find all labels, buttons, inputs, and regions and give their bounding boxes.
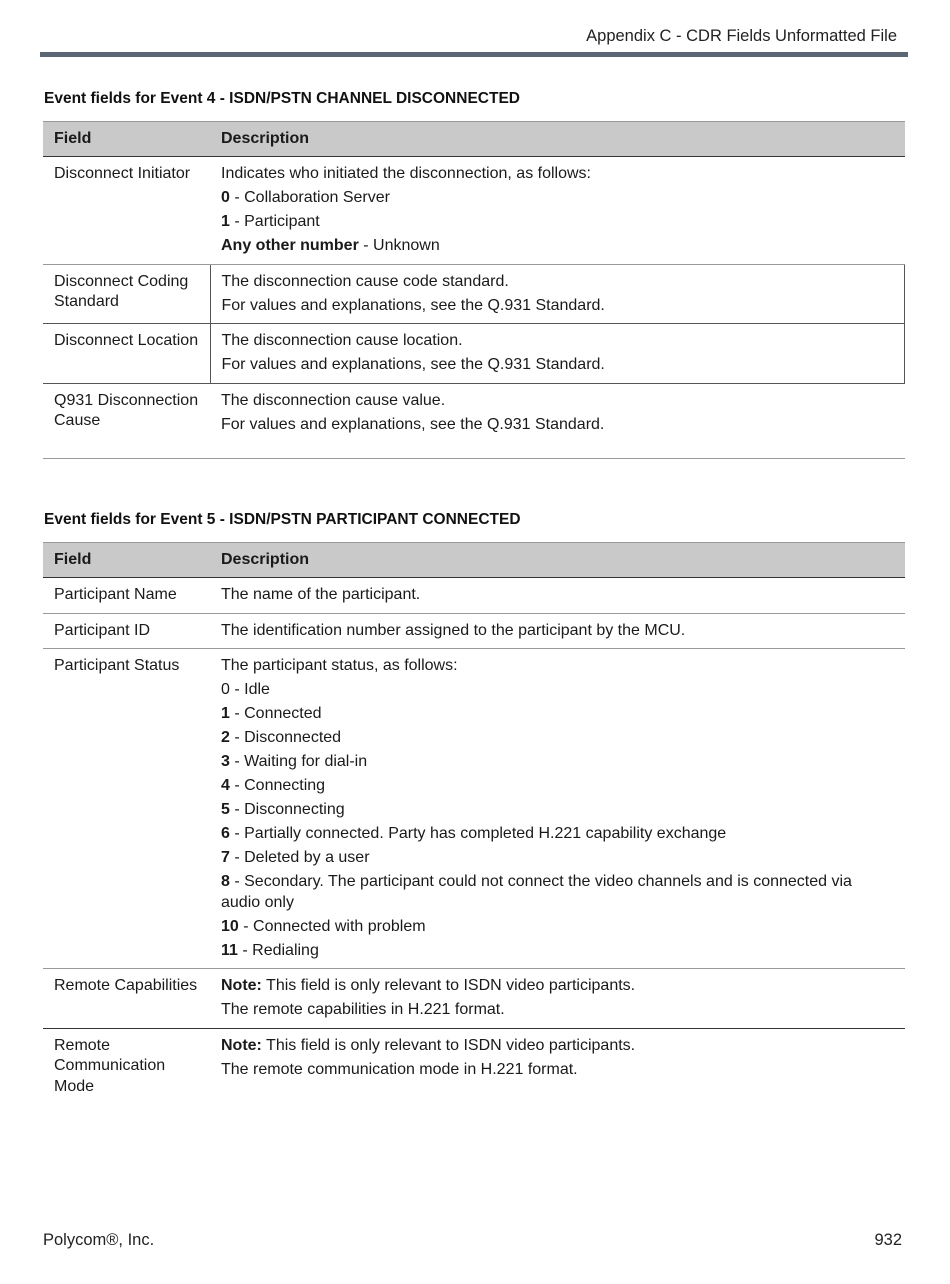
table-row: [43, 578, 905, 614]
section-title-event-4: Event fields for Event 4 - ISDN/PSTN CHANNEL DISCONNECTED: [44, 90, 520, 107]
table-row: [43, 613, 905, 649]
field-description: [210, 578, 905, 614]
description-line: [221, 800, 894, 821]
description-line-text: - Unknown: [358, 237, 440, 254]
description-line-text: - Redialing: [237, 941, 319, 959]
description-line: [222, 331, 894, 352]
description-line: [221, 1060, 894, 1081]
event-4-table: [43, 121, 905, 459]
description-line-text: - Participant: [229, 213, 320, 230]
description-line-text: - Disconnected: [229, 729, 342, 746]
description-line-bold: 1: [221, 705, 230, 722]
description-line-text: The name of the participant.: [221, 586, 421, 603]
running-header: Appendix C - CDR Fields Unformatted File: [586, 27, 897, 45]
table-row: [43, 969, 905, 1029]
description-line: [221, 704, 894, 725]
field-name: Remote Capabilities: [43, 969, 210, 1029]
description-line: [221, 752, 894, 773]
description-line: [221, 941, 894, 962]
field-description: [210, 264, 905, 324]
description-line-text: The identification number assigned to the participant by the MCU.: [221, 621, 686, 639]
footer-page-number: 932: [874, 1231, 902, 1249]
field-name: Participant Status: [43, 649, 210, 969]
description-line-text: The disconnection cause location.: [221, 332, 463, 349]
description-line: [221, 872, 894, 913]
description-line-bold: 10: [221, 917, 239, 935]
description-line: [221, 164, 894, 185]
description-line-text: For values and explanations, see the Q.931 Standard.: [221, 415, 605, 433]
description-line-bold: 2: [221, 729, 230, 746]
description-line: [221, 976, 894, 997]
table-row: [43, 1028, 905, 1104]
description-line-bold: 5: [221, 801, 230, 818]
description-line-bold: 3: [221, 753, 230, 770]
description-line-text: For values and explanations, see the Q.931 Standard.: [221, 356, 605, 373]
footer-company: Polycom®, Inc.: [43, 1231, 155, 1249]
description-line-text: Indicates who initiated the disconnection, as follows:: [221, 165, 591, 182]
description-line-text: - Connecting: [229, 777, 326, 794]
description-line: [221, 848, 894, 869]
description-line-text: The disconnection cause value.: [221, 391, 446, 409]
description-line: [221, 391, 894, 412]
column-header-description: Description: [210, 543, 905, 578]
description-line: [222, 296, 894, 317]
field-description: [210, 649, 905, 969]
description-line-text: - Disconnecting: [229, 801, 345, 818]
field-description: [210, 157, 905, 265]
field-name: Disconnect Location: [43, 324, 210, 384]
table-row: [43, 157, 905, 265]
description-line-text: The participant status, as follows:: [221, 657, 458, 674]
description-line-bold: 1: [221, 213, 230, 230]
description-line-text: The remote capabilities in H.221 format.: [221, 1001, 505, 1018]
description-line-bold: 7: [221, 849, 230, 866]
description-line-text: - Connected: [229, 705, 322, 722]
description-line-text: 0 - Idle: [221, 681, 270, 698]
field-description: [210, 969, 905, 1029]
description-line: [221, 212, 894, 233]
event-5-table: [43, 542, 905, 1104]
field-name: Disconnect Initiator: [43, 157, 210, 265]
description-line-text: This field is only relevant to ISDN video participants.: [261, 977, 636, 994]
column-header-field: Field: [43, 122, 210, 157]
description-line: [221, 415, 894, 436]
event-5-rows: [43, 578, 905, 1105]
description-line-bold: Note:: [221, 977, 262, 994]
description-line: [222, 272, 894, 293]
description-line: [221, 824, 894, 845]
description-line-bold: Any other number: [221, 237, 359, 254]
description-line-text: - Waiting for dial-in: [229, 753, 368, 770]
column-header-field: Field: [43, 543, 210, 578]
description-line-text: The disconnection cause code standard.: [221, 272, 509, 290]
table-row: [43, 324, 905, 384]
table-row: [43, 383, 905, 458]
field-name: Remote Communication Mode: [54, 1036, 166, 1095]
field-description: [210, 613, 905, 649]
description-line: [221, 188, 894, 209]
table-header-row: [43, 543, 905, 578]
description-line-text: - Partially connected. Party has completed H.221 capability exchange: [229, 825, 727, 842]
table-header-row: [43, 122, 905, 157]
description-line-text: - Connected with problem: [238, 917, 426, 935]
field-description: [210, 324, 905, 384]
event-4-rows: [43, 157, 905, 459]
description-line: [221, 680, 894, 701]
field-name: Participant Name: [43, 578, 210, 614]
field-name: Participant ID: [43, 613, 210, 649]
field-description: [210, 383, 905, 458]
description-line-text: This field is only relevant to ISDN video participants.: [261, 1036, 636, 1054]
description-line: [221, 621, 894, 642]
description-line-bold: 4: [221, 777, 230, 794]
section-title-event-5: Event fields for Event 5 - ISDN/PSTN PARTICIPANT CONNECTED: [44, 511, 521, 528]
description-line-text: The remote communication mode in H.221 format.: [221, 1060, 578, 1078]
description-line: [221, 728, 894, 749]
field-description: [210, 1028, 905, 1104]
description-line: [221, 236, 894, 257]
description-line: [221, 776, 894, 797]
description-line-text: - Secondary. The participant could not connect the video channels and is connected via audio only: [221, 873, 852, 911]
table-row: [43, 264, 905, 324]
header-rule: [40, 52, 908, 57]
description-line: [221, 917, 894, 938]
description-line-bold: Note:: [221, 1036, 262, 1054]
description-line: [221, 656, 894, 677]
description-line-bold: 6: [221, 825, 230, 842]
description-line-bold: 0: [221, 189, 230, 206]
field-name: Q931 Disconnection Cause: [43, 383, 210, 458]
description-line-text: - Collaboration Server: [229, 189, 390, 206]
description-line-text: - Deleted by a user: [229, 849, 370, 866]
description-line-text: For values and explanations, see the Q.931 Standard.: [221, 296, 605, 314]
column-header-description: Description: [210, 122, 905, 157]
description-line-bold: 11: [221, 941, 238, 959]
table-row: [43, 649, 905, 969]
field-name: Disconnect Coding Standard: [43, 264, 210, 324]
description-line: [221, 585, 894, 606]
description-line: [221, 1036, 894, 1057]
description-line: [222, 355, 894, 376]
description-line: [221, 1000, 894, 1021]
description-line-bold: 8: [221, 873, 230, 890]
